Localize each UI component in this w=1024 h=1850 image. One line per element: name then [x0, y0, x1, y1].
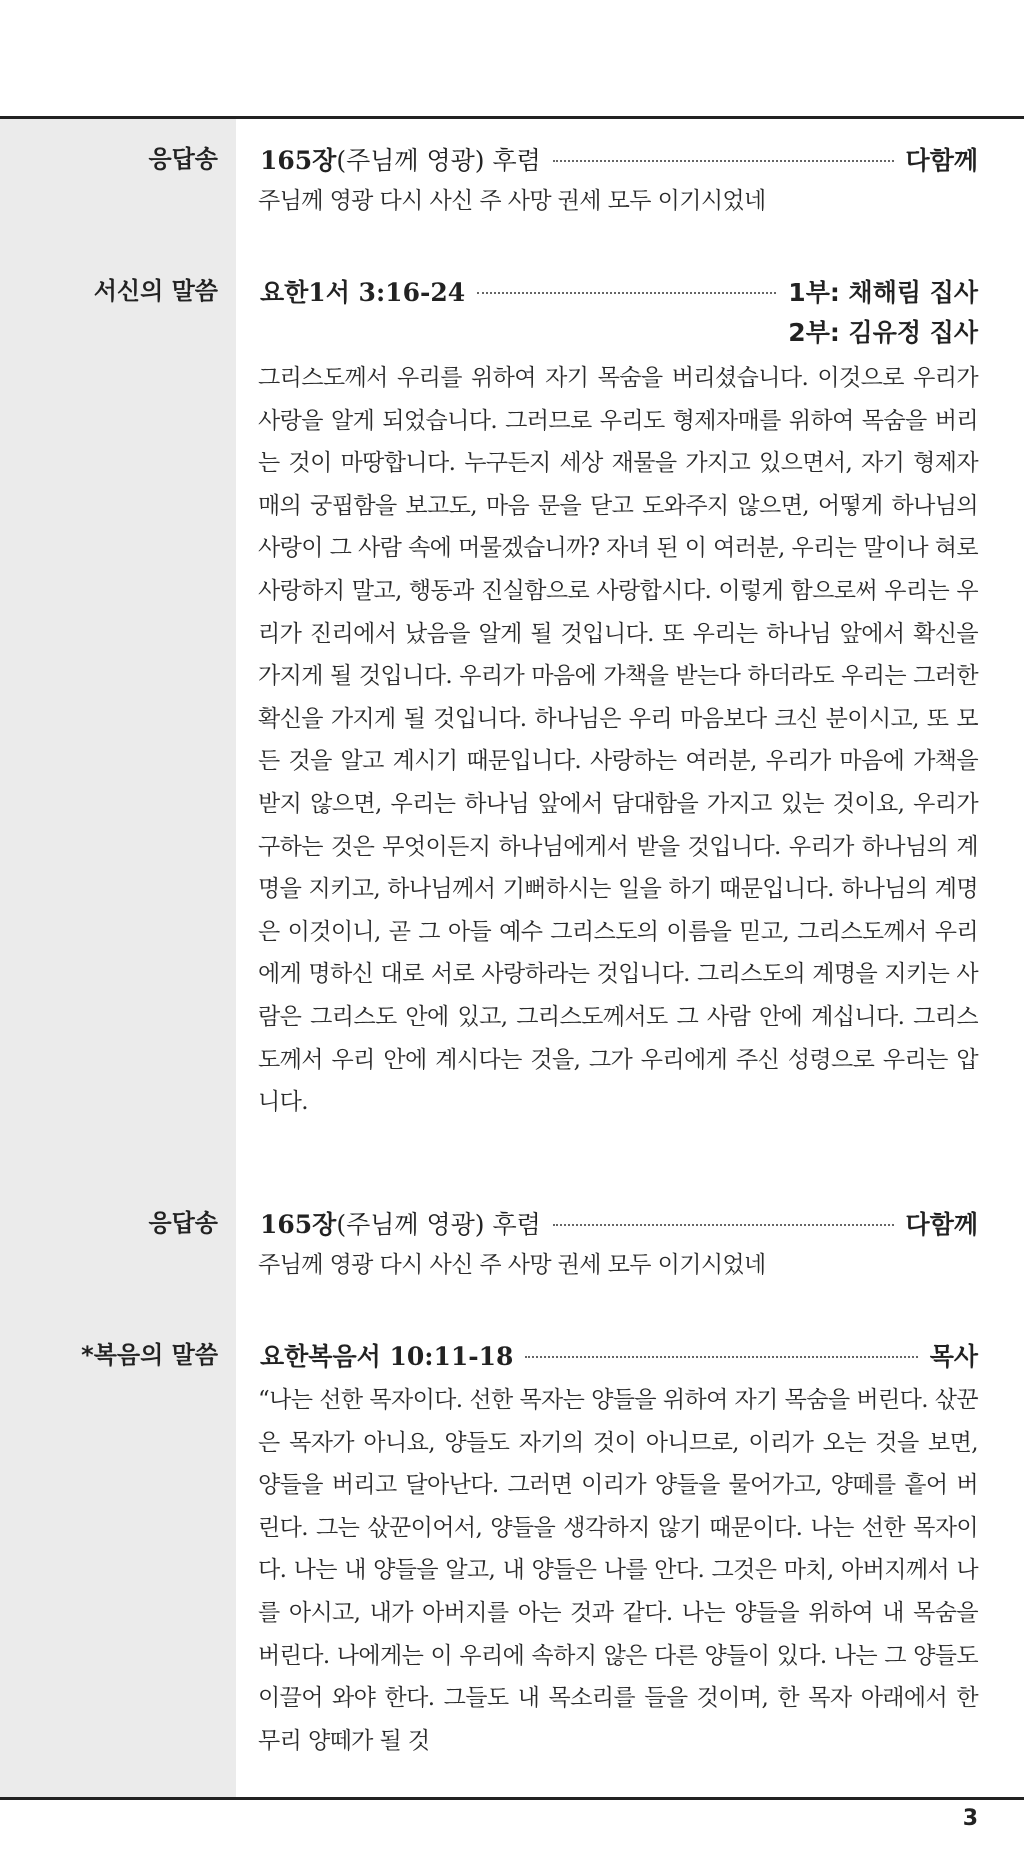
hymn-number: 165장 [260, 1210, 337, 1239]
reader-second-service: 2부: 김유정 집사 [788, 318, 978, 347]
hymn-title: (주님께 영광) 후렴 [336, 1210, 541, 1239]
dot-leader [553, 160, 894, 162]
section-label-response-song-2: 응답송 [148, 1209, 218, 1237]
hymn-lyrics-1: 주님께 영광 다시 사신 주 사망 권세 모두 이기시었네 [258, 188, 766, 214]
epistle-text: 그리스도께서 우리를 위하여 자기 목숨을 버리셨습니다. 이것으로 우리가 사랑을 알게 되었습니다. 그러므로 우리도 형제자매를 위하여 목숨을 버리는 것이 마땅합니다. 누구든지 세상 재물을 가지고 있으면서, 자기 형제자매의 궁핍함을 보고도, 마음 문을 닫고 도와주지 않으면, 어떻게 하나님의 사랑이 그 사람 속에 머물겠습니까? 자녀 된 이 여러분, 우리는 말이나 혀로 사랑하지 말고, 행동과 진실함으로 사랑합시다. 이렇게 함으로써 우리는 우리가 진리에서 났음을 알게 될 것입니다. 또 우리는 하나님 앞에서 확신을 가지게 될 것입니다. 우리가 마음에 가책을 받는다 하더라도 우리는 그러한 확신을 가지게 될 것입니다. 하나님은 우리 마음보다 크신 분이시고, 또 모든 것을 알고 계시기 때문입니다. 사랑하는 여러분, 우리가 마음에 가책을 받지 않으면, 우리는 하나님 앞에서 담대함을 가지고 있는 것이요, 우리가 구하는 것은 무엇이든지 하나님에게서 받을 것입니다. 우리가 하나님의 계명을 지키고, 하나님께서 기뻐하시는 일을 하기 때문입니다. 하나님의 계명은 이것이니, 곧 그 아들 예수 그리스도의 이름을 믿고, 그리스도께서 우리에게 명하신 대로 서로 사랑하라는 것입니다. 그리스도의 계명을 지키는 사람은 그리스도 안에 있고, 그리스도께서도 그 사람 안에 계십니다. 그리스도께서 우리 안에 계시다는 것을, 그가 우리에게 주신 성령으로 우리는 압니다. [258, 365, 978, 1116]
gospel-text: “나는 선한 목자이다. 선한 목자는 양들을 위하여 자기 목숨을 버린다. 삯꾼은 목자가 아니요, 양들도 자기의 것이 아니므로, 이리가 오는 것을 보면, 양들을 버리고 달아난다. 그러면 이리가 양들을 물어가고, 양떼를 흩어 버린다. 그는 삯꾼이어서, 양들을 생각하지 않기 때문이다. 나는 선한 목자이다. 나는 내 양들을 알고, 내 양들은 나를 안다. 그것은 마치, 아버지께서 나를 아시고, 내가 아버지를 아는 것과 같다. 나는 양들을 위하여 내 목숨을 버린다. 나에게는 이 우리에 속하지 않은 다른 양들이 있다. 나는 그 양들도 이끌어 와야 한다. 그들도 내 목소리를 들을 것이며, 한 목자 아래에서 한 무리 양떼가 될 것 [258, 1387, 978, 1754]
hymn-lyrics-2: 주님께 영광 다시 사신 주 사망 권세 모두 이기시었네 [258, 1252, 766, 1278]
dot-leader [477, 292, 776, 294]
hymn-heading-1 [260, 141, 978, 177]
dot-leader [525, 1356, 917, 1358]
scripture-reference: 요한1서 3:16-24 [260, 278, 466, 307]
section-label-response-song-1: 응답송 [148, 145, 218, 173]
hymn-heading-2 [260, 1205, 978, 1241]
label-sidebar [0, 119, 236, 1797]
performer: 다함께 [905, 146, 978, 175]
bottom-rule [0, 1797, 1024, 1800]
section-label-gospel: *복음의 말씀 [81, 1341, 218, 1369]
reader: 목사 [929, 1342, 978, 1371]
hymn-title: (주님께 영광) 후렴 [336, 146, 541, 175]
reader-first-service: 1부: 채해림 집사 [788, 278, 978, 307]
dot-leader [553, 1224, 894, 1226]
section-label-epistle: 서신의 말씀 [93, 277, 218, 305]
performer: 다함께 [905, 1210, 978, 1239]
scripture-reference: 요한복음서 10:11-18 [260, 1342, 514, 1371]
hymn-number: 165장 [260, 146, 337, 175]
epistle-heading [260, 273, 978, 309]
gospel-heading [260, 1337, 978, 1373]
page-number: 3 [962, 1806, 978, 1831]
